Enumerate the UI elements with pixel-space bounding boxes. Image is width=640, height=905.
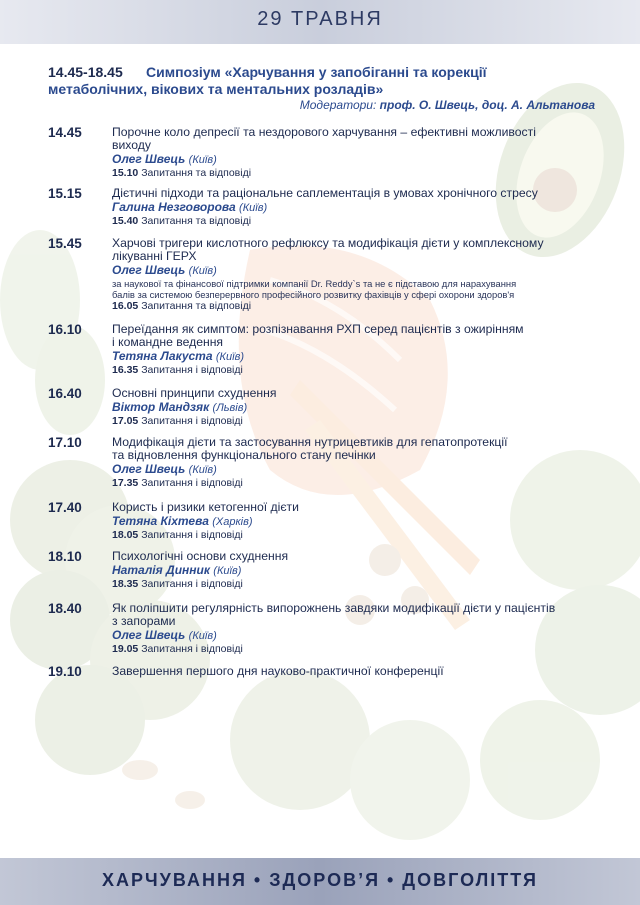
item-speaker [112, 152, 592, 167]
speaker-name: Олег Швець [112, 628, 186, 642]
item-title-line: виходу [112, 138, 151, 152]
item-time: 18.10 [48, 549, 82, 564]
item-qa [112, 364, 592, 377]
qa-label: Запитання і відповіді [141, 415, 243, 427]
item-qa [112, 529, 592, 542]
item-body [112, 323, 592, 377]
speaker-name: Галина Незговорова [112, 200, 236, 214]
item-speaker [112, 514, 592, 529]
item-title-line: Порочне коло депресії та нездорового харчування – ефективні можливості [112, 125, 536, 139]
item-sponsor-note-line: балів за системою безперервного професійного розвитку фахівців у сфері охорони здоров'я [112, 289, 515, 300]
speaker-city: (Київ) [188, 154, 217, 166]
item-body [112, 602, 592, 656]
item-title-line: Дієтичні підходи та раціональне саплементація в умовах хронічного стресу [112, 186, 538, 200]
item-title-line: Харчові тригери кислотного рефлюксу та модифікація дієти у комплексному [112, 236, 544, 250]
speaker-name: Віктор Мандзяк [112, 400, 210, 414]
speaker-city: (Київ) [239, 202, 268, 214]
symposium-moderators [300, 98, 595, 112]
item-qa [112, 215, 592, 228]
item-title-line: Як поліпшити регулярність випорожнень завдяки модифікації дієти у пацієнтів [112, 601, 556, 615]
qa-label: Запитання та відповіді [141, 167, 252, 179]
speaker-city: (Харків) [212, 516, 253, 528]
qa-label: Запитання та відповіді [141, 215, 252, 227]
speaker-city: (Київ) [213, 565, 242, 577]
item-speaker [112, 628, 592, 643]
item-time: 16.10 [48, 322, 82, 337]
item-title-line: Основні принципи схуднення [112, 386, 277, 400]
item-time: 19.10 [48, 664, 82, 679]
item-time: 14.45 [48, 125, 82, 140]
moderators-label: Модератори: [299, 98, 377, 112]
item-time: 15.45 [48, 236, 82, 251]
speaker-name: Тетяна Кіхтева [112, 514, 209, 528]
item-title-line: лікуванні ГЕРХ [112, 249, 197, 263]
qa-time: 15.10 [112, 167, 139, 179]
symposium-title-line2: метаболічних, вікових та ментальних розладів» [48, 81, 384, 97]
qa-time: 18.35 [112, 578, 139, 590]
item-speaker [112, 263, 592, 278]
speaker-city: (Львів) [212, 402, 248, 414]
item-qa [112, 578, 592, 591]
item-speaker [112, 563, 592, 578]
item-time: 16.40 [48, 386, 82, 401]
item-title-line: Психологічні основи схуднення [112, 549, 289, 563]
item-time: 17.40 [48, 500, 82, 515]
item-sponsor-note-line: за наукової та фінансової підтримки компанії Dr. Reddy`s та не є підставою для нарахування [112, 278, 517, 289]
qa-label: Запитання і відповіді [141, 364, 243, 376]
qa-time: 17.35 [112, 477, 139, 489]
speaker-name: Наталія Динник [112, 563, 210, 577]
item-title-line: Користь і ризики кетогенної дієти [112, 500, 299, 514]
item-body [112, 387, 592, 428]
item-title-line: Переїдання як симптом: розпізнавання РХП серед пацієнтів з ожирінням [112, 322, 524, 336]
qa-time: 15.40 [112, 215, 139, 227]
speaker-name: Олег Швець [112, 462, 186, 476]
item-speaker [112, 462, 592, 477]
speaker-city: (Київ) [188, 265, 217, 277]
qa-time: 17.05 [112, 415, 139, 427]
speaker-city: (Київ) [188, 464, 217, 476]
item-body [112, 126, 592, 180]
qa-label: Запитання і відповіді [141, 643, 243, 655]
page-date-title: 29 ТРАВНЯ [257, 8, 383, 30]
item-qa [112, 643, 592, 656]
item-body [112, 237, 592, 313]
qa-label: Запитання і відповіді [141, 578, 243, 590]
qa-label: Запитання і відповіді [141, 529, 243, 541]
item-speaker [112, 200, 592, 215]
item-title-line: Модифікація дієти та застосування нутрицевтиків для гепатопротекції [112, 435, 508, 449]
symposium-title-line1: Симпозіум «Харчування у запобіганні та корекції [146, 64, 487, 80]
item-title-line: та відновлення функціонального стану печінки [112, 448, 376, 462]
item-speaker [112, 400, 592, 415]
speaker-city: (Київ) [188, 630, 217, 642]
item-time: 18.40 [48, 601, 82, 616]
item-body [112, 501, 592, 542]
item-body [112, 436, 592, 490]
item-qa [112, 300, 592, 313]
item-body [112, 665, 592, 678]
item-qa [112, 167, 592, 180]
qa-time: 16.35 [112, 364, 139, 376]
item-time: 17.10 [48, 435, 82, 450]
qa-time: 18.05 [112, 529, 139, 541]
speaker-name: Олег Швець [112, 152, 186, 166]
qa-label: Запитання та відповіді [141, 300, 252, 312]
item-title-line: з запорами [112, 614, 176, 628]
moderators-names: проф. О. Швець, доц. А. Альтанова [379, 98, 595, 112]
speaker-name: Тетяна Лакуста [112, 349, 213, 363]
item-body [112, 550, 592, 591]
item-title-line: і командне ведення [112, 335, 224, 349]
footer-slogan: ХАРЧУВАННЯ • ЗДОРОВ’Я • ДОВГОЛІТТЯ [102, 870, 538, 890]
item-title-line: Завершення першого дня науково-практичної конференції [112, 664, 444, 678]
item-body [112, 187, 592, 228]
item-qa [112, 477, 592, 490]
item-qa [112, 415, 592, 428]
speaker-city: (Київ) [215, 351, 244, 363]
item-time: 15.15 [48, 186, 82, 201]
symposium-time: 14.45-18.45 [48, 64, 123, 80]
qa-label: Запитання і відповіді [141, 477, 243, 489]
qa-time: 16.05 [112, 300, 139, 312]
speaker-name: Олег Швець [112, 263, 186, 277]
item-speaker [112, 349, 592, 364]
qa-time: 19.05 [112, 643, 139, 655]
